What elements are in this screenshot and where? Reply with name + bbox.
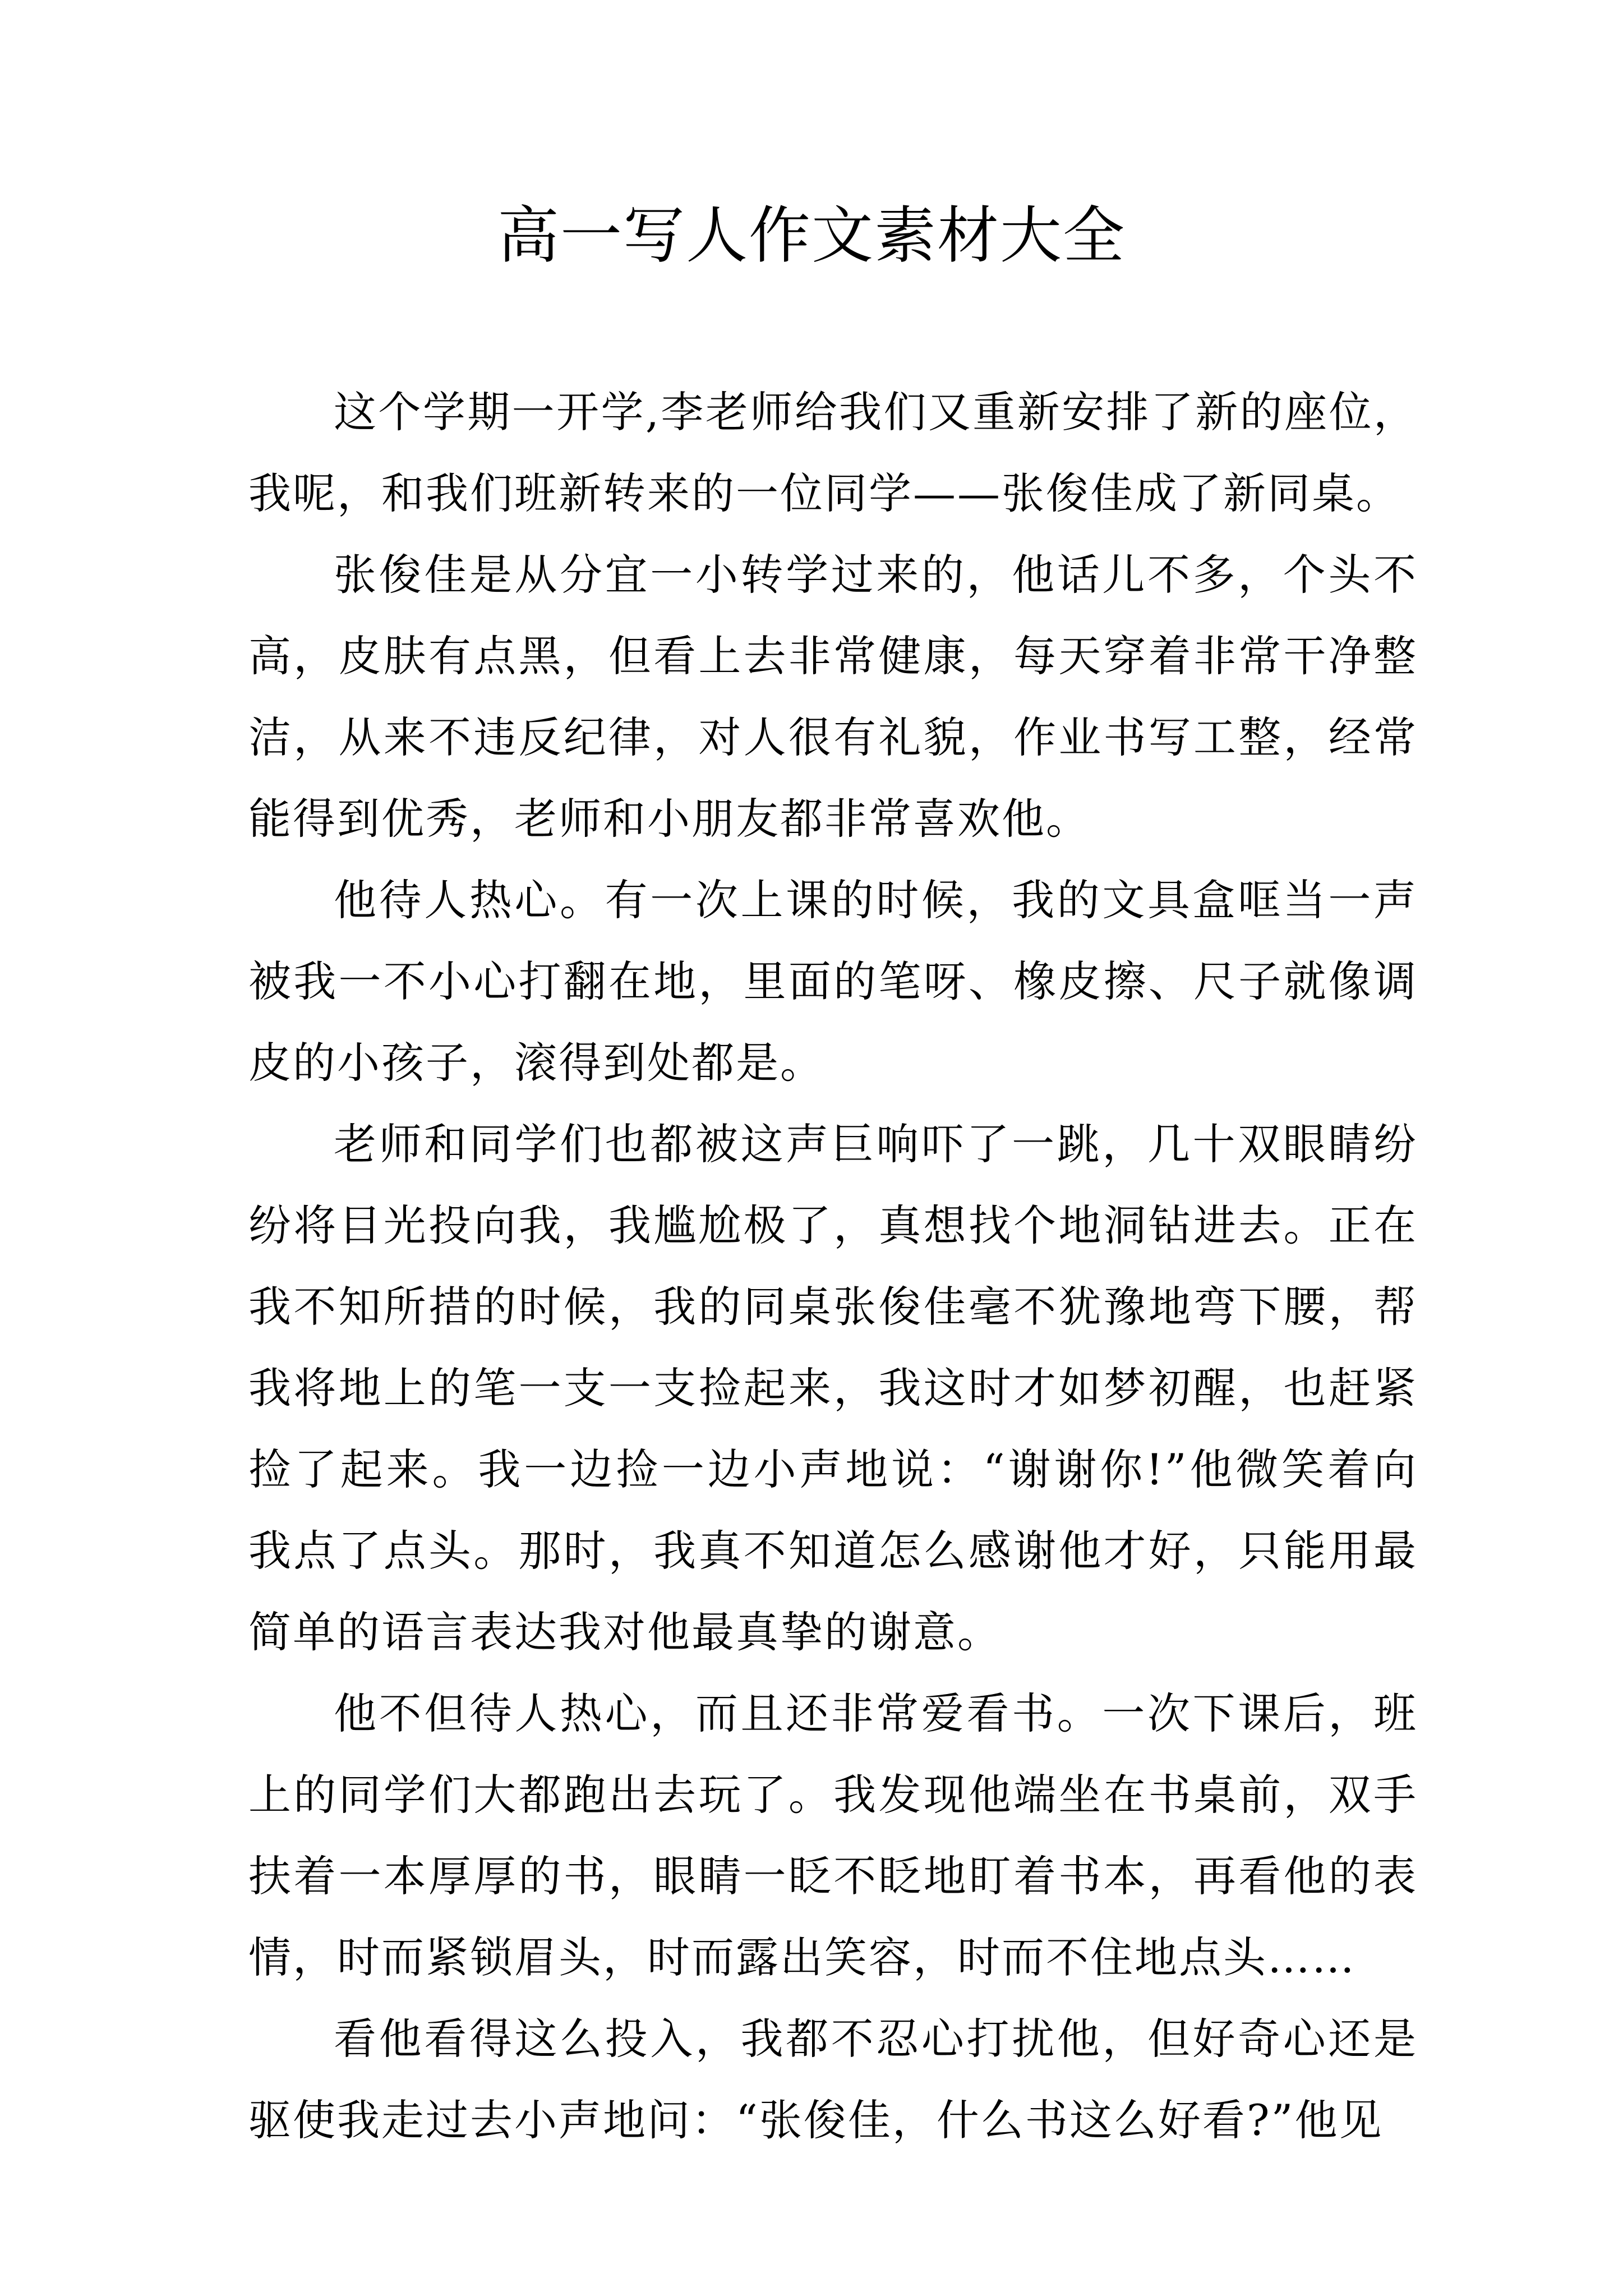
paragraph: 这个学期一开学,李老师给我们又重新安排了新的座位，我呢，和我们班新转来的一位同学——张俊佳成了新同桌。 (248, 387, 1418, 518)
document-title: 高一写人作文素材大全 (497, 200, 1126, 272)
paragraph: 他不但待人热心，而且还非常爱看书。一次下课后，班上的同学们大都跑出去玩了。我发现他端坐在书桌前，双手扶着一本厚厚的书，眼睛一眨不眨地盯着书本，再看他的表情，时而紧锁眉头，时而露出笑容，时而不住地点头…… (248, 1688, 1418, 1982)
paragraph: 看他看得这么投入，我都不忍心打扰他，但好奇心还是驱使我走过去小声地问：“张俊佳，什么书这么好看?”他见 (248, 2014, 1418, 2145)
paragraph: 他待人热心。有一次上课的时候，我的文具盒哐当一声被我一不小心打翻在地，里面的笔呀、橡皮擦、尺子就像调皮的小孩子，滚得到处都是。 (248, 875, 1418, 1088)
paragraph: 张俊佳是从分宜一小转学过来的，他话儿不多，个头不高，皮肤有点黑，但看上去非常健康，每天穿着非常干净整洁，从来不违反纪律，对人很有礼貌，作业书写工整，经常能得到优秀，老师和小朋友都非常喜欢他。 (248, 550, 1418, 844)
document-body (248, 371, 1418, 2161)
paragraph: 老师和同学们也都被这声巨响吓了一跳，几十双眼睛纷纷将目光投向我，我尴尬极了，真想找个地洞钻进去。正在我不知所措的时候，我的同桌张俊佳毫不犹豫地弯下腰，帮我将地上的笔一支一支捡起来，我这时才如梦初醒，也赶紧捡了起来。我一边捡一边小声地说：“谢谢你!”他微笑着向我点了点头。那时，我真不知道怎么感谢他才好，只能用最简单的语言表达我对他最真挚的谢意。 (248, 1119, 1418, 1657)
